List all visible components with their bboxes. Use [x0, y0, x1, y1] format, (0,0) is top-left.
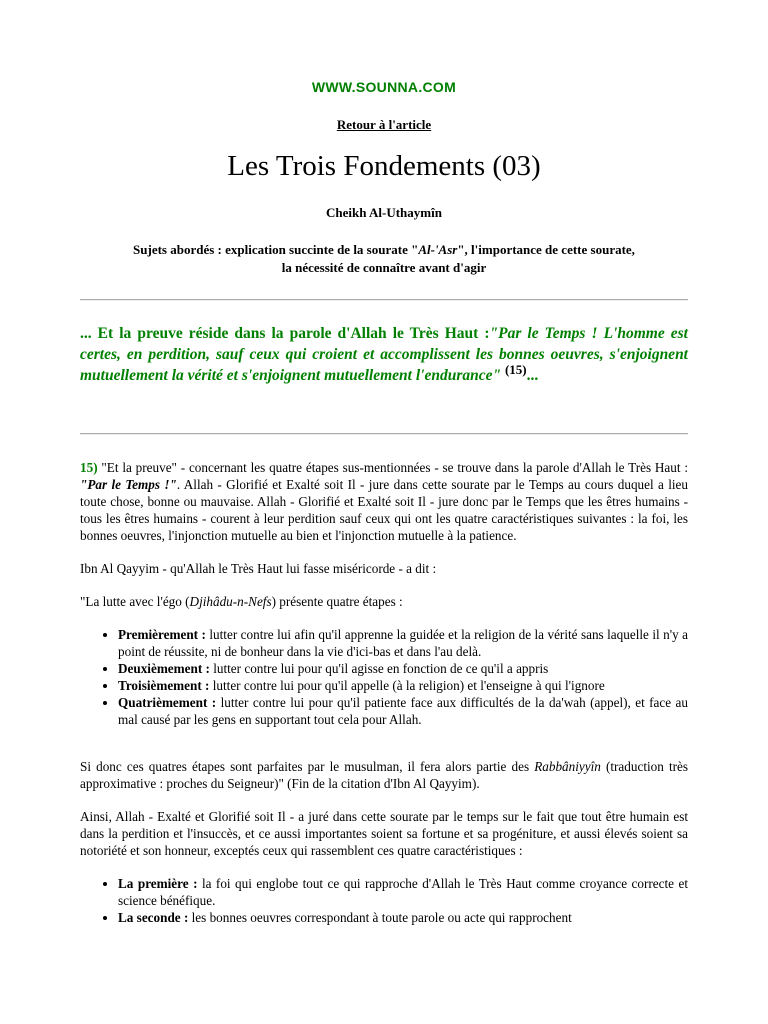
stage-label: Troisièmement : [118, 678, 210, 693]
stage-text: lutter contre lui pour qu'il appelle (à la religion) et l'enseigne à qui l'ignore [209, 678, 605, 693]
subjects-summary [80, 241, 688, 277]
paragraph-1-text-a: "Et la preuve" - concernant les quatre étapes sus-mentionnées - se trouve dans la parole d'Allah le Très Haut : [101, 460, 689, 475]
paragraph-1-text-b: . Allah - Glorifié et Exalté soit Il - jure dans cette sourate par le Temps au cours duquel a lieu toute chose, bonne ou mauvaise. Allah - Glorifié et Exalté soit Il - jure donc par le Temps que les êtres humains - tous les êtres humains - courent à leur perdition sauf ceux qui ont les quatre caractéristiques suivantes : la foi, les bonnes oeuvres, l'injonction mutuelle au bien et l'injonction mutuelle à la patience. [80, 477, 688, 543]
subjects-surah: Al-'Asr [418, 242, 458, 257]
list-item [118, 694, 688, 728]
stage-text: lutter contre lui pour qu'il agisse en fonction de ce qu'il a appris [209, 661, 549, 676]
paragraph-3-term: Djihâdu-n-Nefs [189, 594, 272, 609]
stage-label: Deuxièmement : [118, 661, 210, 676]
footnote-ref-15[interactable]: (15) [504, 361, 527, 377]
stage-text: lutter contre lui pour qu'il patiente face aux difficultés de la da'wah (appel), et face au mal causé par les gens en supportant tout cela pour Allah. [118, 695, 688, 727]
list-item [118, 875, 688, 909]
paragraph-3-text-a: "La lutte avec l'égo ( [80, 594, 190, 609]
list-item [118, 909, 688, 926]
quote-lead: ... Et la preuve réside dans la parole d'Allah le Très Haut : [80, 325, 490, 342]
trait-label: La seconde : [118, 910, 189, 925]
back-to-article-link[interactable]: Retour à l'article [336, 117, 432, 132]
quote-tail: ... [526, 367, 539, 384]
paragraph-4 [80, 758, 688, 792]
trait-text: les bonnes oeuvres correspondant à toute parole ou acte qui rapprochent [188, 910, 572, 925]
main-quote [80, 323, 688, 386]
site-prefix: WWW. [311, 79, 356, 95]
paragraph-1-verse: "Par le Temps !" [80, 477, 177, 492]
subjects-label: Sujets abordés : [133, 242, 222, 257]
paragraph-3 [80, 593, 688, 610]
quote-verse: "Par le Temps ! L'homme est certes, en perdition, sauf ceux qui croient et accomplissent les bonnes oeuvres, s'enjoignent mutuellement la vérité et s'enjoignent mutuellement l'endurance" [80, 325, 688, 384]
trait-label: La première : [118, 876, 198, 891]
stages-list [80, 626, 688, 728]
stage-text: lutter contre lui afin qu'il apprenne la guidée et la religion de la vérité sans laquelle il n'y a point de réussite, ni de bonheur dans la vie d'ici-bas et dans l'au delà. [118, 627, 689, 659]
list-item [118, 660, 688, 677]
stage-label: Quatrièmement : [118, 695, 217, 710]
paragraph-5: Ainsi, Allah - Exalté et Glorifié soit Il - a juré dans cette sourate par le temps sur le fait que tout être humain est dans la perdition et l'insuccès, et ce aussi importantes soient sa fortune et sa progéniture, et aussi élevés soient sa notoriété et son honneur, exceptés ceux qui rassemblent ces quatre caractéristiques : [80, 809, 688, 858]
paragraph-4-text-b: (traduction très approximative : proches du Seigneur)" (Fin de la citation d'Ibn Al Qayyim). [80, 759, 688, 791]
author-name: Cheikh Al-Uthaymîn [326, 205, 442, 220]
page-title: Les Trois Fondements (03) [227, 150, 541, 182]
divider-bottom [80, 433, 688, 435]
paragraph-4-term: Rabbâniyyîn [534, 759, 601, 774]
paragraph-4-text-a: Si donc ces quatres étapes sont parfaites par le musulman, il fera alors partie des [80, 759, 535, 774]
paragraph-2: Ibn Al Qayyim - qu'Allah le Très Haut lui fasse miséricorde - a dit : [80, 561, 437, 576]
trait-text: la foi qui englobe tout ce qui rapproche d'Allah le Très Haut comme croyance correcte et science bénéfique. [118, 876, 688, 908]
subjects-line-2: la nécessité de connaître avant d'agir [281, 260, 487, 275]
stage-label: Premièrement : [118, 627, 206, 642]
paragraph-1 [80, 459, 688, 544]
subjects-text-2: ", l'importance de cette sourate, [457, 242, 635, 257]
list-item [118, 626, 688, 660]
footnote-number[interactable]: 15) [80, 460, 98, 475]
list-item [118, 677, 688, 694]
footnote-body [80, 459, 688, 942]
paragraph-3-text-b: ) présente quatre étapes : [271, 594, 403, 609]
site-domain: SOUNNA.COM [355, 79, 457, 95]
site-name[interactable] [80, 79, 688, 95]
traits-list [80, 875, 688, 926]
subjects-text-1: explication succinte de la sourate " [225, 242, 419, 257]
divider-top [80, 299, 688, 301]
